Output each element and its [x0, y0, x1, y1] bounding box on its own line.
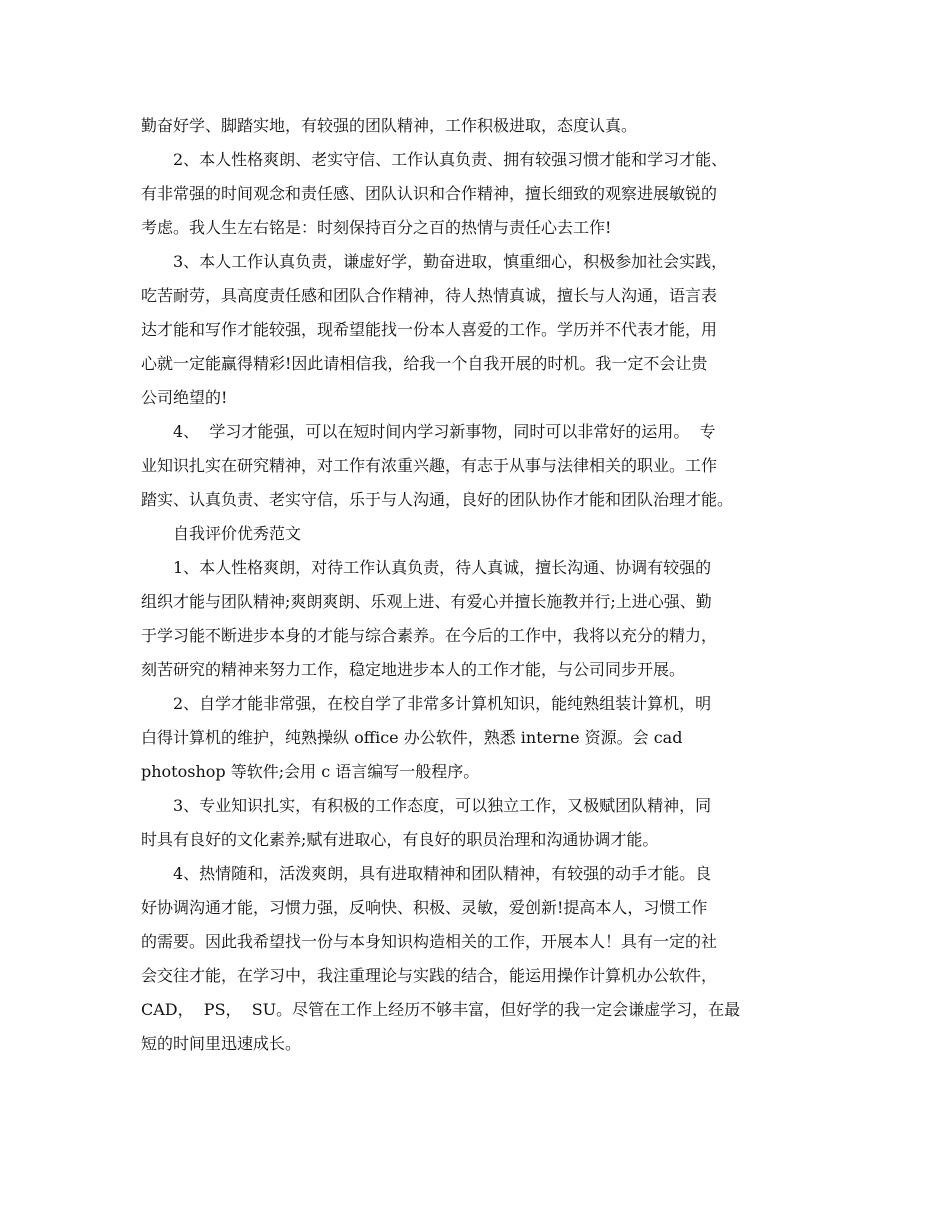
- text-line: CAD， PS， SU。尽管在工作上经历不够丰富，但好学的我一定会谦虚学习，在最: [141, 1000, 741, 1019]
- text-line: 的需要。因此我希望找一份与本身知识构造相关的工作，开展本人！具有一定的社: [141, 932, 718, 951]
- text-line: 勤奋好学、脚踏实地，有较强的团队精神，工作积极进取，态度认真。: [141, 116, 638, 135]
- text-line: 2、本人性格爽朗、老实守信、工作认真负责、拥有较强习惯才能和学习才能、: [173, 150, 728, 169]
- text-line: 3、本人工作认真负责，谦虚好学，勤奋进取，慎重细心，积极参加社会实践，: [173, 252, 728, 271]
- text-line: 达才能和写作才能较强，现希望能找一份本人喜爱的工作。学历并不代表才能，用: [141, 320, 718, 339]
- text-line: 吃苦耐劳，具高度责任感和团队合作精神，待人热情真诚，擅长与人沟通，语言表: [141, 286, 718, 305]
- text-line: 4、 学习才能强，可以在短时间内学习新事物，同时可以非常好的运用。 专: [173, 422, 716, 441]
- text-line: 白得计算机的维护，纯熟操纵 office 办公软件，熟悉 interne 资源。会 cad: [141, 728, 683, 747]
- text-line: 业知识扎实在研究精神，对工作有浓重兴趣，有志于从事与法律相关的职业。工作: [141, 456, 718, 475]
- text-line: 3、专业知识扎实，有积极的工作态度，可以独立工作，又极赋团队精神，同: [173, 796, 712, 815]
- text-line: 组织才能与团队精神;爽朗爽朗、乐观上进、有爱心并擅长施教并行;上进心强、勤: [141, 592, 712, 611]
- text-line: 踏实、认真负责、老实守信，乐于与人沟通，良好的团队协作才能和团队治理才能。: [141, 490, 734, 509]
- text-line: 公司绝望的!: [141, 388, 228, 407]
- text-line: 2、自学才能非常强，在校自学了非常多计算机知识，能纯熟组装计算机，明: [173, 694, 712, 713]
- text-line: 刻苦研究的精神来努力工作，稳定地进步本人的工作才能，与公司同步开展。: [141, 660, 686, 679]
- text-line: 心就一定能赢得精彩!因此请相信我，给我一个自我开展的时机。我一定不会让贵: [141, 354, 708, 373]
- text-line: 考虑。我人生左右铭是：时刻保持百分之百的热情与责任心去工作!: [141, 218, 612, 237]
- text-line: 1、本人性格爽朗，对待工作认真负责，待人真诚，擅长沟通、协调有较强的: [173, 558, 712, 577]
- text-line: photoshop 等软件;会用 c 语言编写一般程序。: [141, 762, 480, 781]
- text-line: 短的时间里迅速成长。: [141, 1034, 302, 1053]
- section-heading: 自我评价优秀范文: [173, 524, 302, 543]
- text-line: 有非常强的时间观念和责任感、团队认识和合作精神，擅长细致的观察进展敏锐的: [141, 184, 718, 203]
- text-line: 好协调沟通才能，习惯力强，反响快、积极、灵敏，爱创新!提高本人，习惯工作: [141, 898, 708, 917]
- text-line: 于学习能不断进步本身的才能与综合素养。在今后的工作中，我将以充分的精力，: [141, 626, 718, 645]
- text-line: 4、热情随和，活泼爽朗，具有进取精神和团队精神，有较强的动手才能。良: [173, 864, 712, 883]
- text-line: 时具有良好的文化素养;赋有进取心，有良好的职员治理和沟通协调才能。: [141, 830, 659, 849]
- text-line: 会交往才能，在学习中，我注重理论与实践的结合，能运用操作计算机办公软件，: [141, 966, 718, 985]
